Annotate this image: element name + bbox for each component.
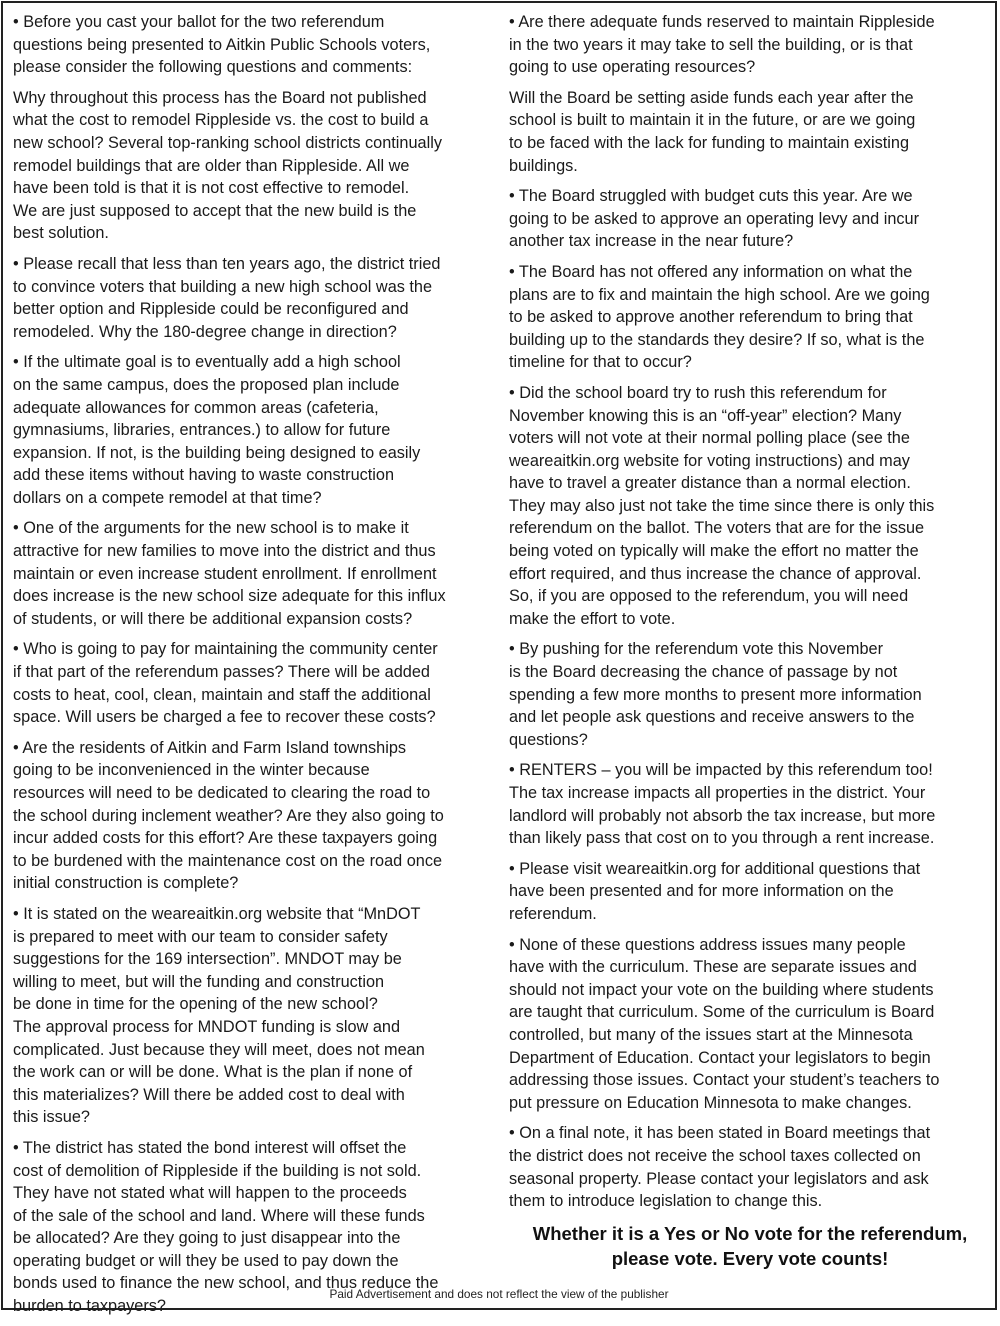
- renters-paragraph: • RENTERS – you will be impacted by this referendum too! The tax increase impacts all properties in the district. Your landlord will probably not absorb the tax increase, but more than likely pass that cost on to you through a rent increase.: [509, 761, 936, 848]
- curriculum-paragraph: • None of these questions address issues many people have with the curriculum. These are separate issues and should not impact your vote on the building where students are taught that curriculum. Some of the curriculum is Board controlled, but many of the issues start at the Minnesota Department of Education. Contact your legislators to begin addressing those issues. Contact your student’s teachers to put pressure on Education Minnesota to make changes.: [509, 935, 940, 1112]
- rippleside-funds-paragraph: • Are there adequate funds reserved to maintain Rippleside in the two years it may take to sell the building, or is that going to use operating resources?: [509, 13, 935, 77]
- townships-road-paragraph: • Are the residents of Aitkin and Farm Island townships going to be inconvenienced in the winter because resources will need to be dedicated to clearing the road to the school during inclement weather? Are they also going to incur added costs for this effort? Are these taxpayers going to be burdened with the maintenance cost on the road once initial construction is complete?: [13, 738, 444, 893]
- high-school-history-paragraph: • Please recall that less than ten years ago, the district tried to convince voters that building a new high school was the better option and Rippleside could be reconfigured and remodeled. Why the 180-degree change in direction?: [13, 254, 441, 341]
- campus-expansion-paragraph: • If the ultimate goal is to eventually add a high school on the same campus, does the proposed plan include adequate allowances for common areas (cafeteria, gymnasiums, libraries, entrances.) to allow for future expansion. If not, is the building being designed to easily add these items without having to waste construction dollars on a compete remodel at that time?: [13, 353, 421, 507]
- budget-cuts-paragraph: • The Board struggled with budget cuts this year. Are we going to be asked to approve an operating levy and incur another tax increase in the near future?: [509, 187, 920, 251]
- off-year-election-paragraph: • Did the school board try to rush this referendum for November knowing this is an “off-year” election? Many voters will not vote at their normal polling place (see the weareaitkin.org website for voting instructions) and may have to travel a greater distance than a normal election. They may also just not take the time since there is only this referendum on the ballot. The voters that are for the issue being voted on typically will make the effort no matter the effort required, and thus increase the chance of approval. So, if you are opposed to the referendum, you will need make the effort to vote.: [509, 383, 935, 628]
- closing-statement: Whether it is a Yes or No vote for the referendum, please vote. Every vote counts!: [532, 1222, 968, 1269]
- high-school-plans-paragraph: • The Board has not offered any information on what the plans are to fix and maintain the high school. Are we going to be asked to approve another referendum to bring that building up to the standards they desire? If so, what is the timeline for that to occur?: [509, 262, 930, 372]
- community-center-paragraph: • Who is going to pay for maintaining the community center if that part of the referendum passes? There will be added costs to heat, cool, clean, maintain and staff the additional space. Will users be charged a fee to recover these costs?: [13, 640, 438, 727]
- remodel-cost-paragraph: Why throughout this process has the Board not published what the cost to remodel Rippleside vs. the cost to build a new school? Several top-ranking school districts continually remodel buildings that are older than Rippleside. All we have been told is that it is not cost effective to remodel. We are just supposed to accept that the new build is the best solution.: [13, 88, 442, 243]
- vote-timing-paragraph: • By pushing for the referendum vote this November is the Board decreasing the chance of passage by not spending a few more months to present more information and let people ask questions and receive answers to the questions?: [509, 640, 922, 749]
- seasonal-property-paragraph: • On a final note, it has been stated in Board meetings that the district does not receive the school taxes collected on seasonal property. Please contact your legislators and ask them to introduce legislation to change this.: [509, 1124, 931, 1211]
- bond-interest-paragraph: • The district has stated the bond interest will offset the cost of demolition of Rippleside if the building is not sold. They have not stated what will happen to the proceeds of the sale of the school and land. Where will these funds be allocated? Are they going to just disappear into the operating budget or will they be used to pay down the bonds used to finance the new school, and thus reduce the burden to taxpayers?: [13, 1138, 439, 1316]
- mndot-paragraph: • It is stated on the weareaitkin.org website that “MnDOT is prepared to meet with our team to consider safety suggestions for the 169 intersection”. MNDOT may be willing to meet, but will the funding and construction be done in time for the opening of the new school? The approval process for MNDOT funding is slow and complicated. Just because they will meet, does not mean the work can or will be done. What is the plan if none of this materializes? Will there be added cost to deal with this issue?: [13, 904, 425, 1127]
- paid-advertisement-footer: Paid Advertisement and does not reflect the view of the publisher: [329, 1287, 669, 1301]
- intro-paragraph: • Before you cast your ballot for the two referendum questions being presented to Aitkin Public Schools voters, please consider the following questions and comments:: [13, 13, 431, 77]
- left-column: [13, 11, 497, 1326]
- visit-website-paragraph: • Please visit weareaitkin.org for additional questions that have been presented and for more information on the referendum.: [509, 859, 921, 923]
- advertisement-box: [1, 1, 997, 1316]
- right-column: [509, 11, 991, 1271]
- enrollment-paragraph: • One of the arguments for the new school is to make it attractive for new families to move into the district and thus maintain or even increase student enrollment. If enrollment does increase is the new school size adequate for this influx of students, or will there be additional expansion costs?: [13, 519, 446, 628]
- maintenance-funds-paragraph: Will the Board be setting aside funds each year after the school is built to maintain it in the future, or are we going to be faced with the lack for funding to maintain existing buildings.: [509, 88, 916, 175]
